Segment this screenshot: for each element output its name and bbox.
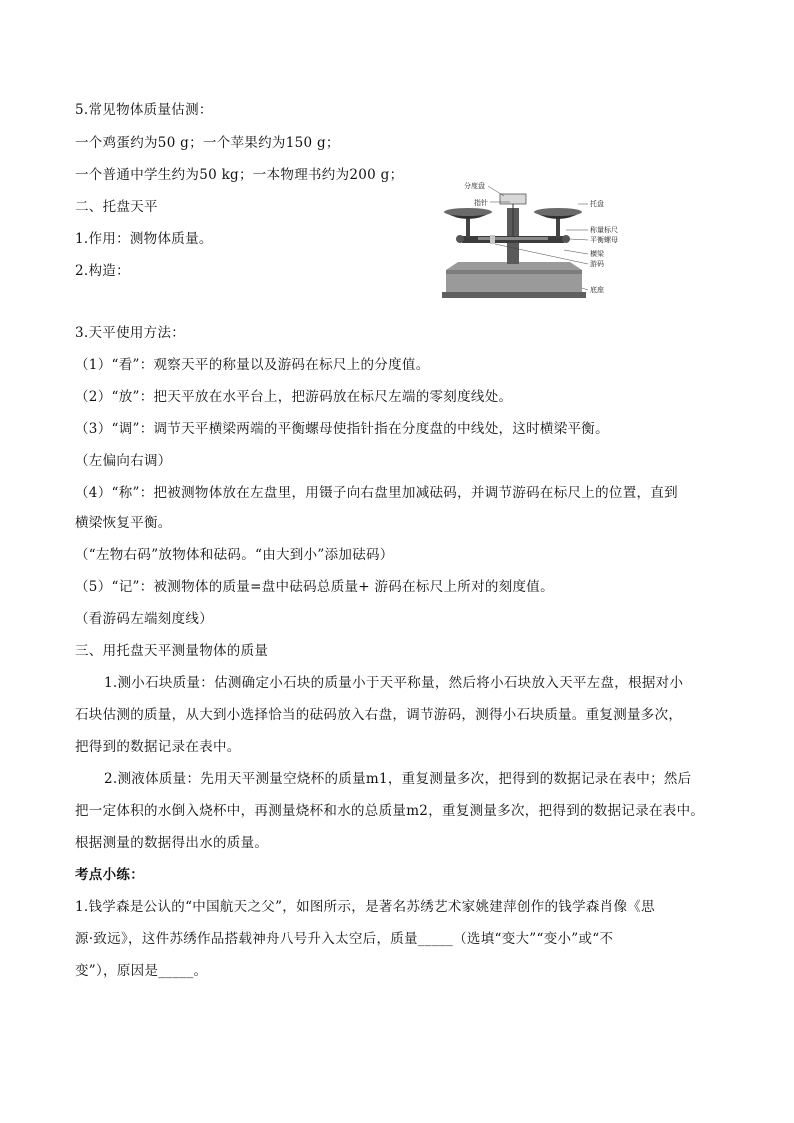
measure-p1-line-1: 1.测小石块质量：估测确定小石块的质量小于天平称量，然后将小石块放入天平左盘，根据对小 [104, 675, 684, 691]
mass-estimate-heading: 5.常见物体质量估测： [75, 102, 213, 118]
mass-estimate-line-1: 一个鸡蛋约为50 g；一个苹果约为150 g； [75, 135, 340, 151]
practice-heading: 考点小练： [75, 867, 144, 883]
usage-step-5: （5）“记”：被测物体的质量=盘中砝码总质量+ 游码在标尺上所对的刻度值。 [75, 579, 554, 595]
practice-q1-line-3: 变”），原因是_____。 [75, 963, 208, 979]
balance-scale-illustration [438, 178, 650, 302]
label-scale-ruler: 称量标尺 [590, 226, 618, 234]
mass-estimate-line-2: 一个普通中学生约为50 kg；一本物理书约为200 g； [75, 167, 404, 183]
label-dial: 分度盘 [464, 182, 485, 190]
balance-purpose: 1.作用：测物体质量。 [75, 231, 213, 247]
label-rider: 游码 [590, 260, 604, 268]
balance-structure: 2.构造： [75, 263, 130, 279]
left-balance-nut [456, 235, 464, 243]
measure-p1-line-2: 石块估测的质量，从大到小选择恰当的砝码放入右盘，调节游码，测得小石块质量。重复测量多次， [75, 707, 683, 723]
usage-step-3: （3）“调”：调节天平横梁两端的平衡螺母使指针指在分度盘的中线处，这时横梁平衡。 [75, 421, 609, 437]
balance-section-heading: 二、托盘天平 [75, 199, 158, 215]
usage-step-4-line-1: （4）“称”：把被测物体放在左盘里，用镊子向右盘里加减砝码，并调节游码在标尺上的位置，直到 [75, 485, 678, 501]
usage-step-5-note: （看游码左端刻度线） [75, 611, 213, 627]
rider-shape [490, 235, 495, 244]
label-balance-nut: 平衡螺母 [590, 236, 618, 244]
usage-step-3-note: （左偏向右调） [75, 453, 172, 469]
dial-shape [500, 194, 526, 204]
label-beam: 横梁 [590, 250, 604, 258]
practice-q1-line-1: 1.钱学森是公认的“中国航天之父”，如图所示，是著名苏绣艺术家姚建萍创作的钱学森肖像《思 [75, 899, 655, 915]
usage-step-2: （2）“放”：把天平放在水平台上，把游码放在标尺左端的零刻度线处。 [75, 389, 513, 405]
balance-base-shape [446, 262, 582, 294]
usage-step-1: （1）“看”：观察天平的称量以及游码在标尺上的分度值。 [75, 357, 430, 373]
usage-step-4-line-2: 横梁恢复平衡。 [75, 515, 172, 531]
measure-p2-line-1: 2.测液体质量：先用天平测量空烧杯的质量m1，重复测量多次，把得到的数据记录在表中；然后 [104, 771, 692, 787]
measure-p1-line-3: 把得到的数据记录在表中。 [75, 739, 241, 755]
label-base: 底座 [590, 286, 604, 294]
right-balance-nut [562, 235, 570, 243]
balance-scale-figure [438, 178, 650, 302]
label-pointer: 指针 [474, 199, 488, 207]
measure-section-heading: 三、用托盘天平测量物体的质量 [75, 643, 269, 659]
usage-heading: 3.天平使用方法： [75, 325, 186, 341]
practice-q1-line-2: 源·致远》，这件苏绣作品搭载神舟八号升入太空后，质量_____（选填“变大”“变小”或“不 [75, 931, 614, 947]
label-pan: 托盘 [590, 200, 604, 208]
measure-p2-line-2: 把一定体积的水倒入烧杯中，再测量烧杯和水的总质量m2，重复测量多次，把得到的数据记录在表中。 [75, 803, 705, 819]
usage-step-4-note: （“左物右码”放物体和砝码。“由大到小”添加砝码） [75, 547, 394, 563]
measure-p2-line-3: 根据测量的数据得出水的质量。 [75, 835, 269, 851]
